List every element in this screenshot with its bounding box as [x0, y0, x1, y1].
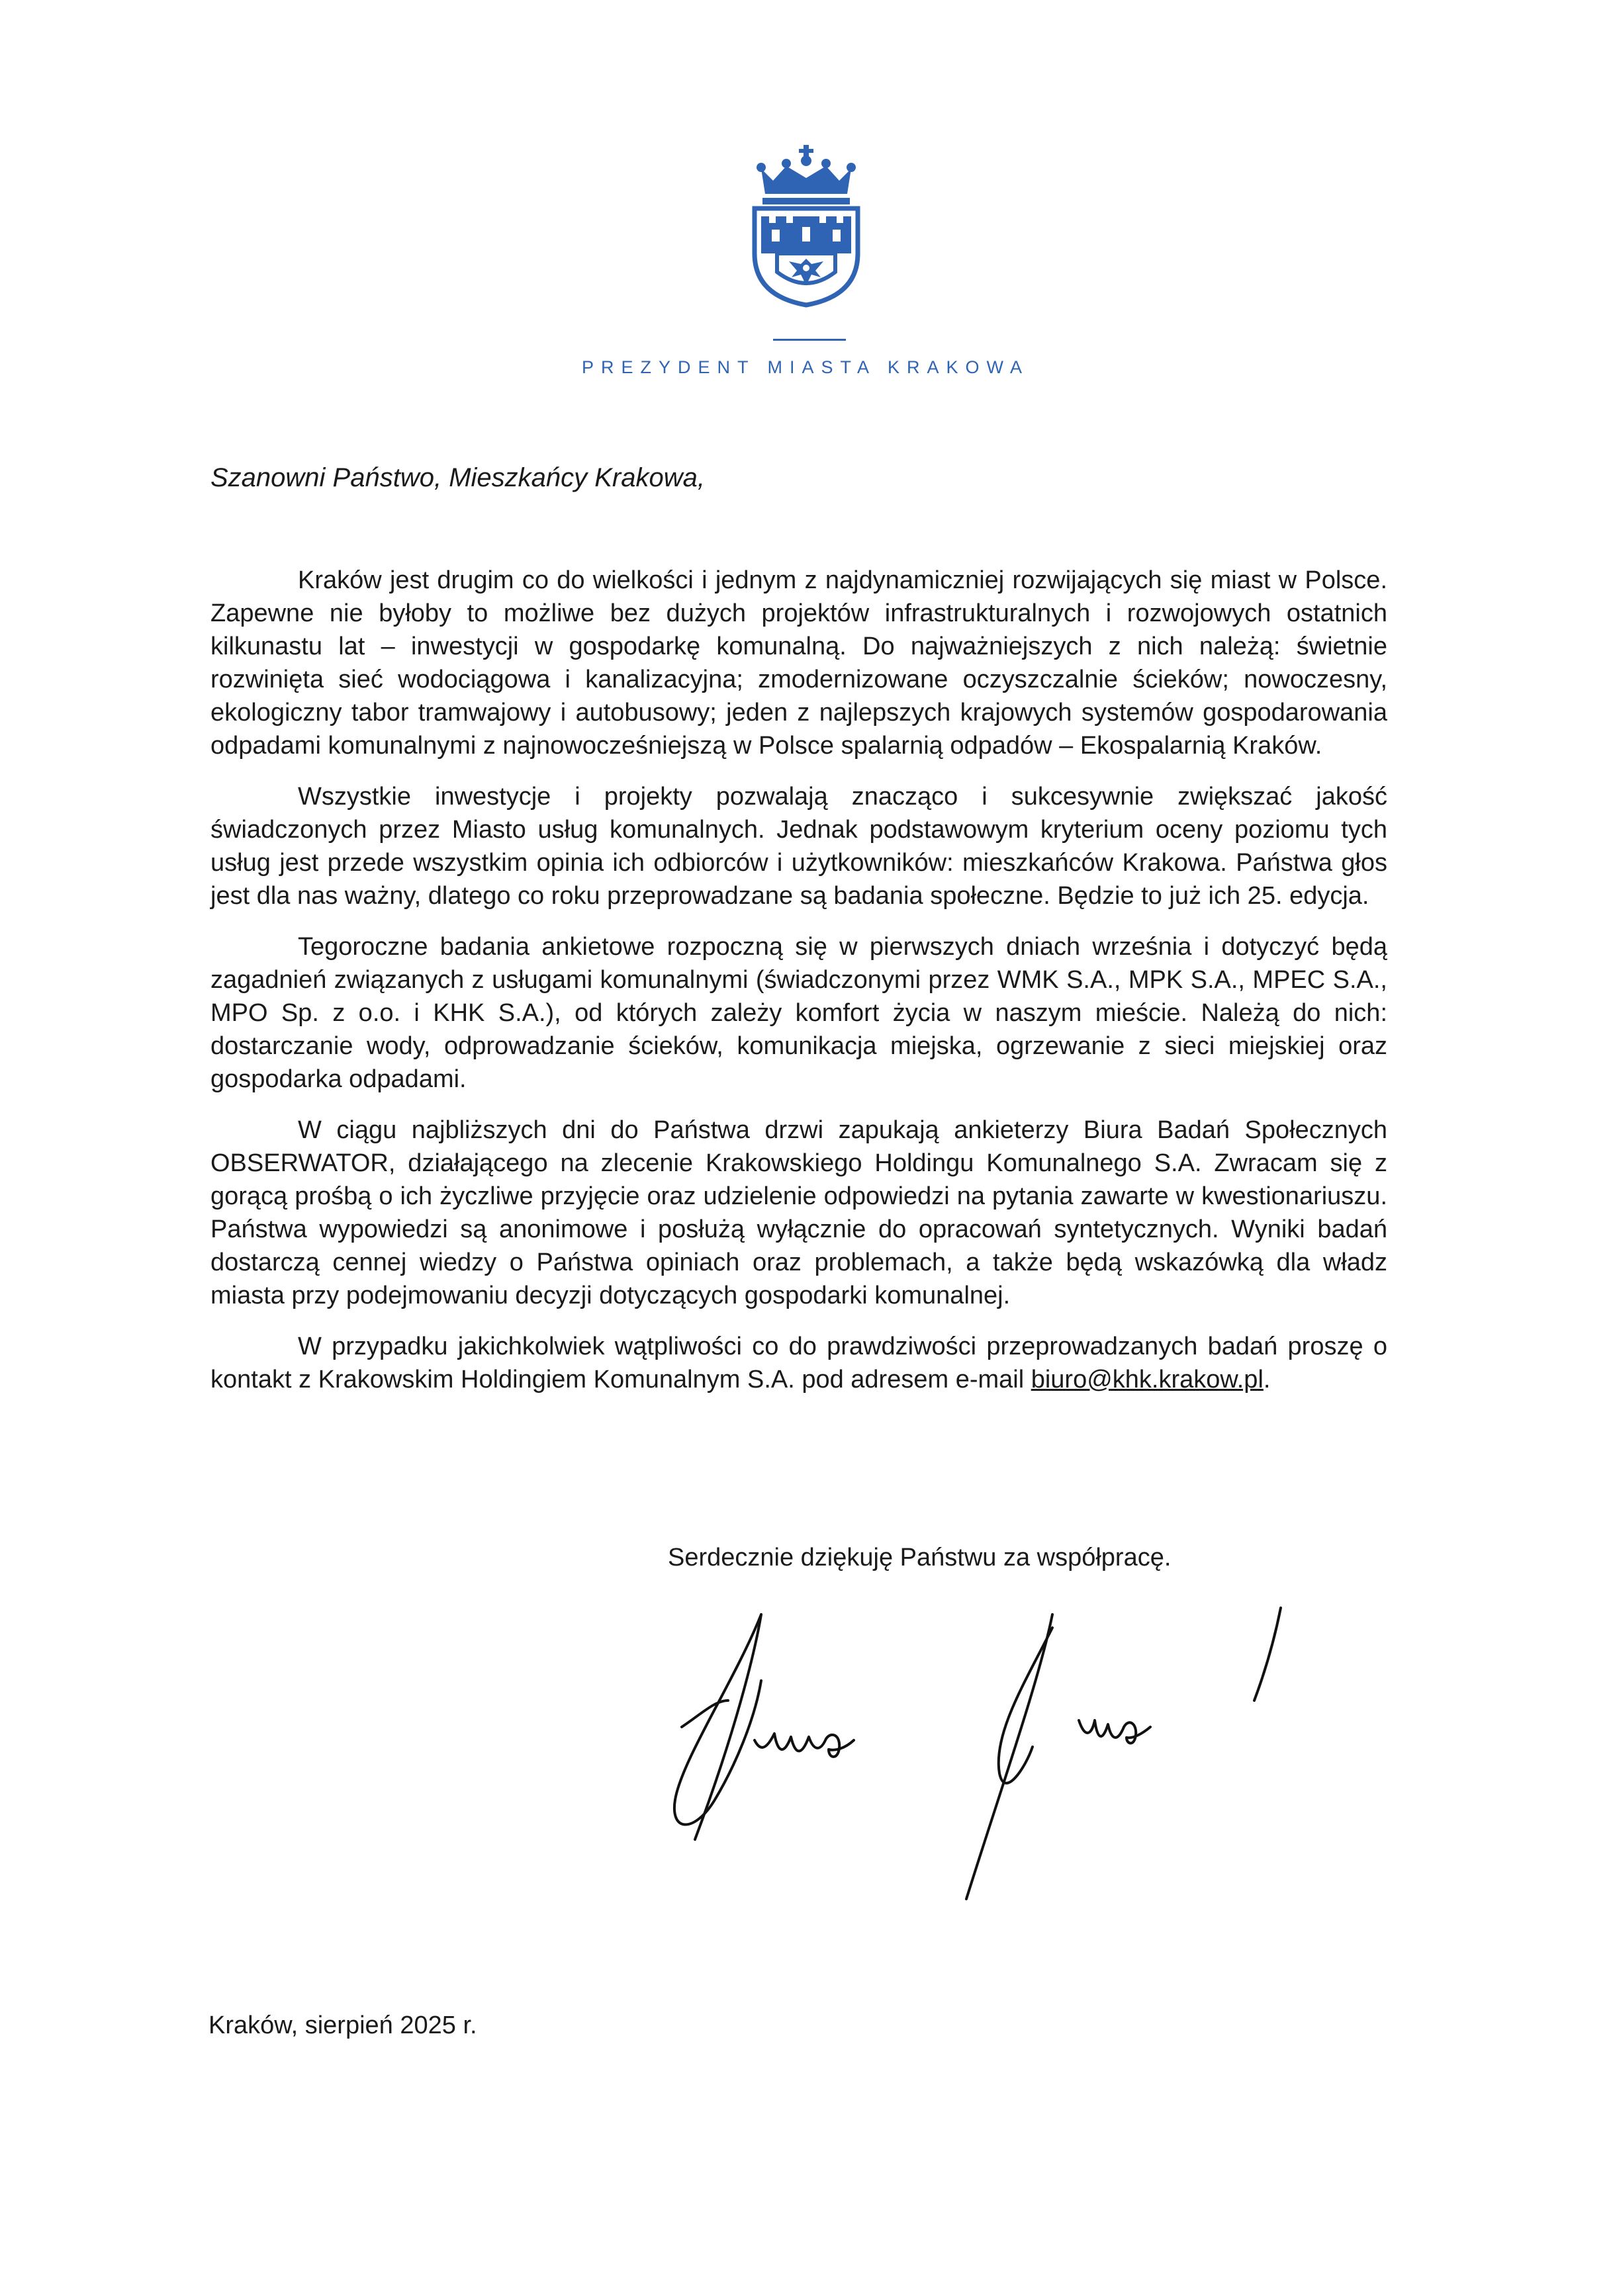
closing-line: Serdecznie dziękuję Państwu za współpracę.	[668, 1544, 1172, 1571]
office-title: PREZYDENT MIASTA KRAKOWA	[581, 357, 1030, 377]
contact-text: W przypadku jakichkolwiek wątpliwości co do prawdziwości przeprowadzanych badań proszę o kontakt z Krakowskim Holdingiem Komunalnym S.A. pod adresem e-mail	[210, 1333, 1387, 1393]
contact-text-end: .	[1263, 1366, 1271, 1393]
paragraph-3: Tegoroczne badania ankietowe rozpoczną się w pierwszych dniach września i dotyczyć będą zagadnień związanych z usługami komunalnymi (świadczonymi przez WMK S.A., MPK S.A., MPEC S.A., MPO Sp. z o.o. i KHK S.A.), od których zależy komfort życia w naszym mieście. Należą do nich: dostarczanie wody, odprowadzanie ścieków, komunikacja miejska, ogrzewanie z sieci miejskiej oraz gospodarka odpadami.	[210, 933, 1387, 1093]
paragraph-2: Wszystkie inwestycje i projekty pozwalają znacząco i sukcesywnie zwiększać jakość świadczonych przez Miasto usług komunalnych. Jednak podstawowym kryterium oceny poziomu tych usług jest przede wszystkim opinia ich odbiorców i użytkowników: mieszkańców Krakowa. Państwa głos jest dla nas ważny, dlatego co roku przeprowadzane są badania społeczne. Będzie to już ich 25. edycja.	[210, 783, 1387, 910]
krakow-coat-of-arms-icon	[747, 142, 866, 308]
paragraph-5	[210, 1330, 1387, 1396]
place-date: Kraków, sierpień 2025 r.	[208, 2011, 477, 2039]
header-divider	[773, 339, 846, 341]
letter-body	[210, 564, 1387, 1414]
handwritten-signature-icon	[655, 1601, 1291, 1912]
paragraph-1: Kraków jest drugim co do wielkości i jednym z najdynamiczniej rozwijających się miast w Polsce. Zapewne nie byłoby to możliwe bez dużych projektów infrastrukturalnych i rozwojowych ostatnich kilkunastu lat – inwestycji w gospodarkę komunalną. Do najważniejszych z nich należą: świetnie rozwinięta sieć wodociągowa i kanalizacyjna; zmodernizowane oczyszczalnie ścieków; nowoczesny, ekologiczny tabor tramwajowy i autobusowy; jeden z najlepszych krajowych systemów gospodarowania odpadami komunalnymi z najnowocześniejszą w Polsce spalarnią odpadów – Ekospalarnią Kraków.	[210, 566, 1387, 760]
salutation: Szanowni Państwo, Mieszkańcy Krakowa,	[210, 463, 705, 492]
paragraph-4: W ciągu najbliższych dni do Państwa drzwi zapukają ankieterzy Biura Badań Społecznych OBSERWATOR, działającego na zlecenie Krakowskiego Holdingu Komunalnego S.A. Zwracam się z gorącą prośbą o ich życzliwe przyjęcie oraz udzielenie odpowiedzi na pytania zawarte w kwestionariuszu. Państwa wypowiedzi są anonimowe i posłużą wyłącznie do opracowań syntetycznych. Wyniki badań dostarczą cennej wiedzy o Państwa opiniach oraz problemach, a także będą wskazówką dla władz miasta przy podejmowaniu decyzji dotyczących gospodarki komunalnej.	[210, 1116, 1387, 1309]
contact-email-link[interactable]: biuro@khk.krakow.pl	[1031, 1366, 1264, 1393]
